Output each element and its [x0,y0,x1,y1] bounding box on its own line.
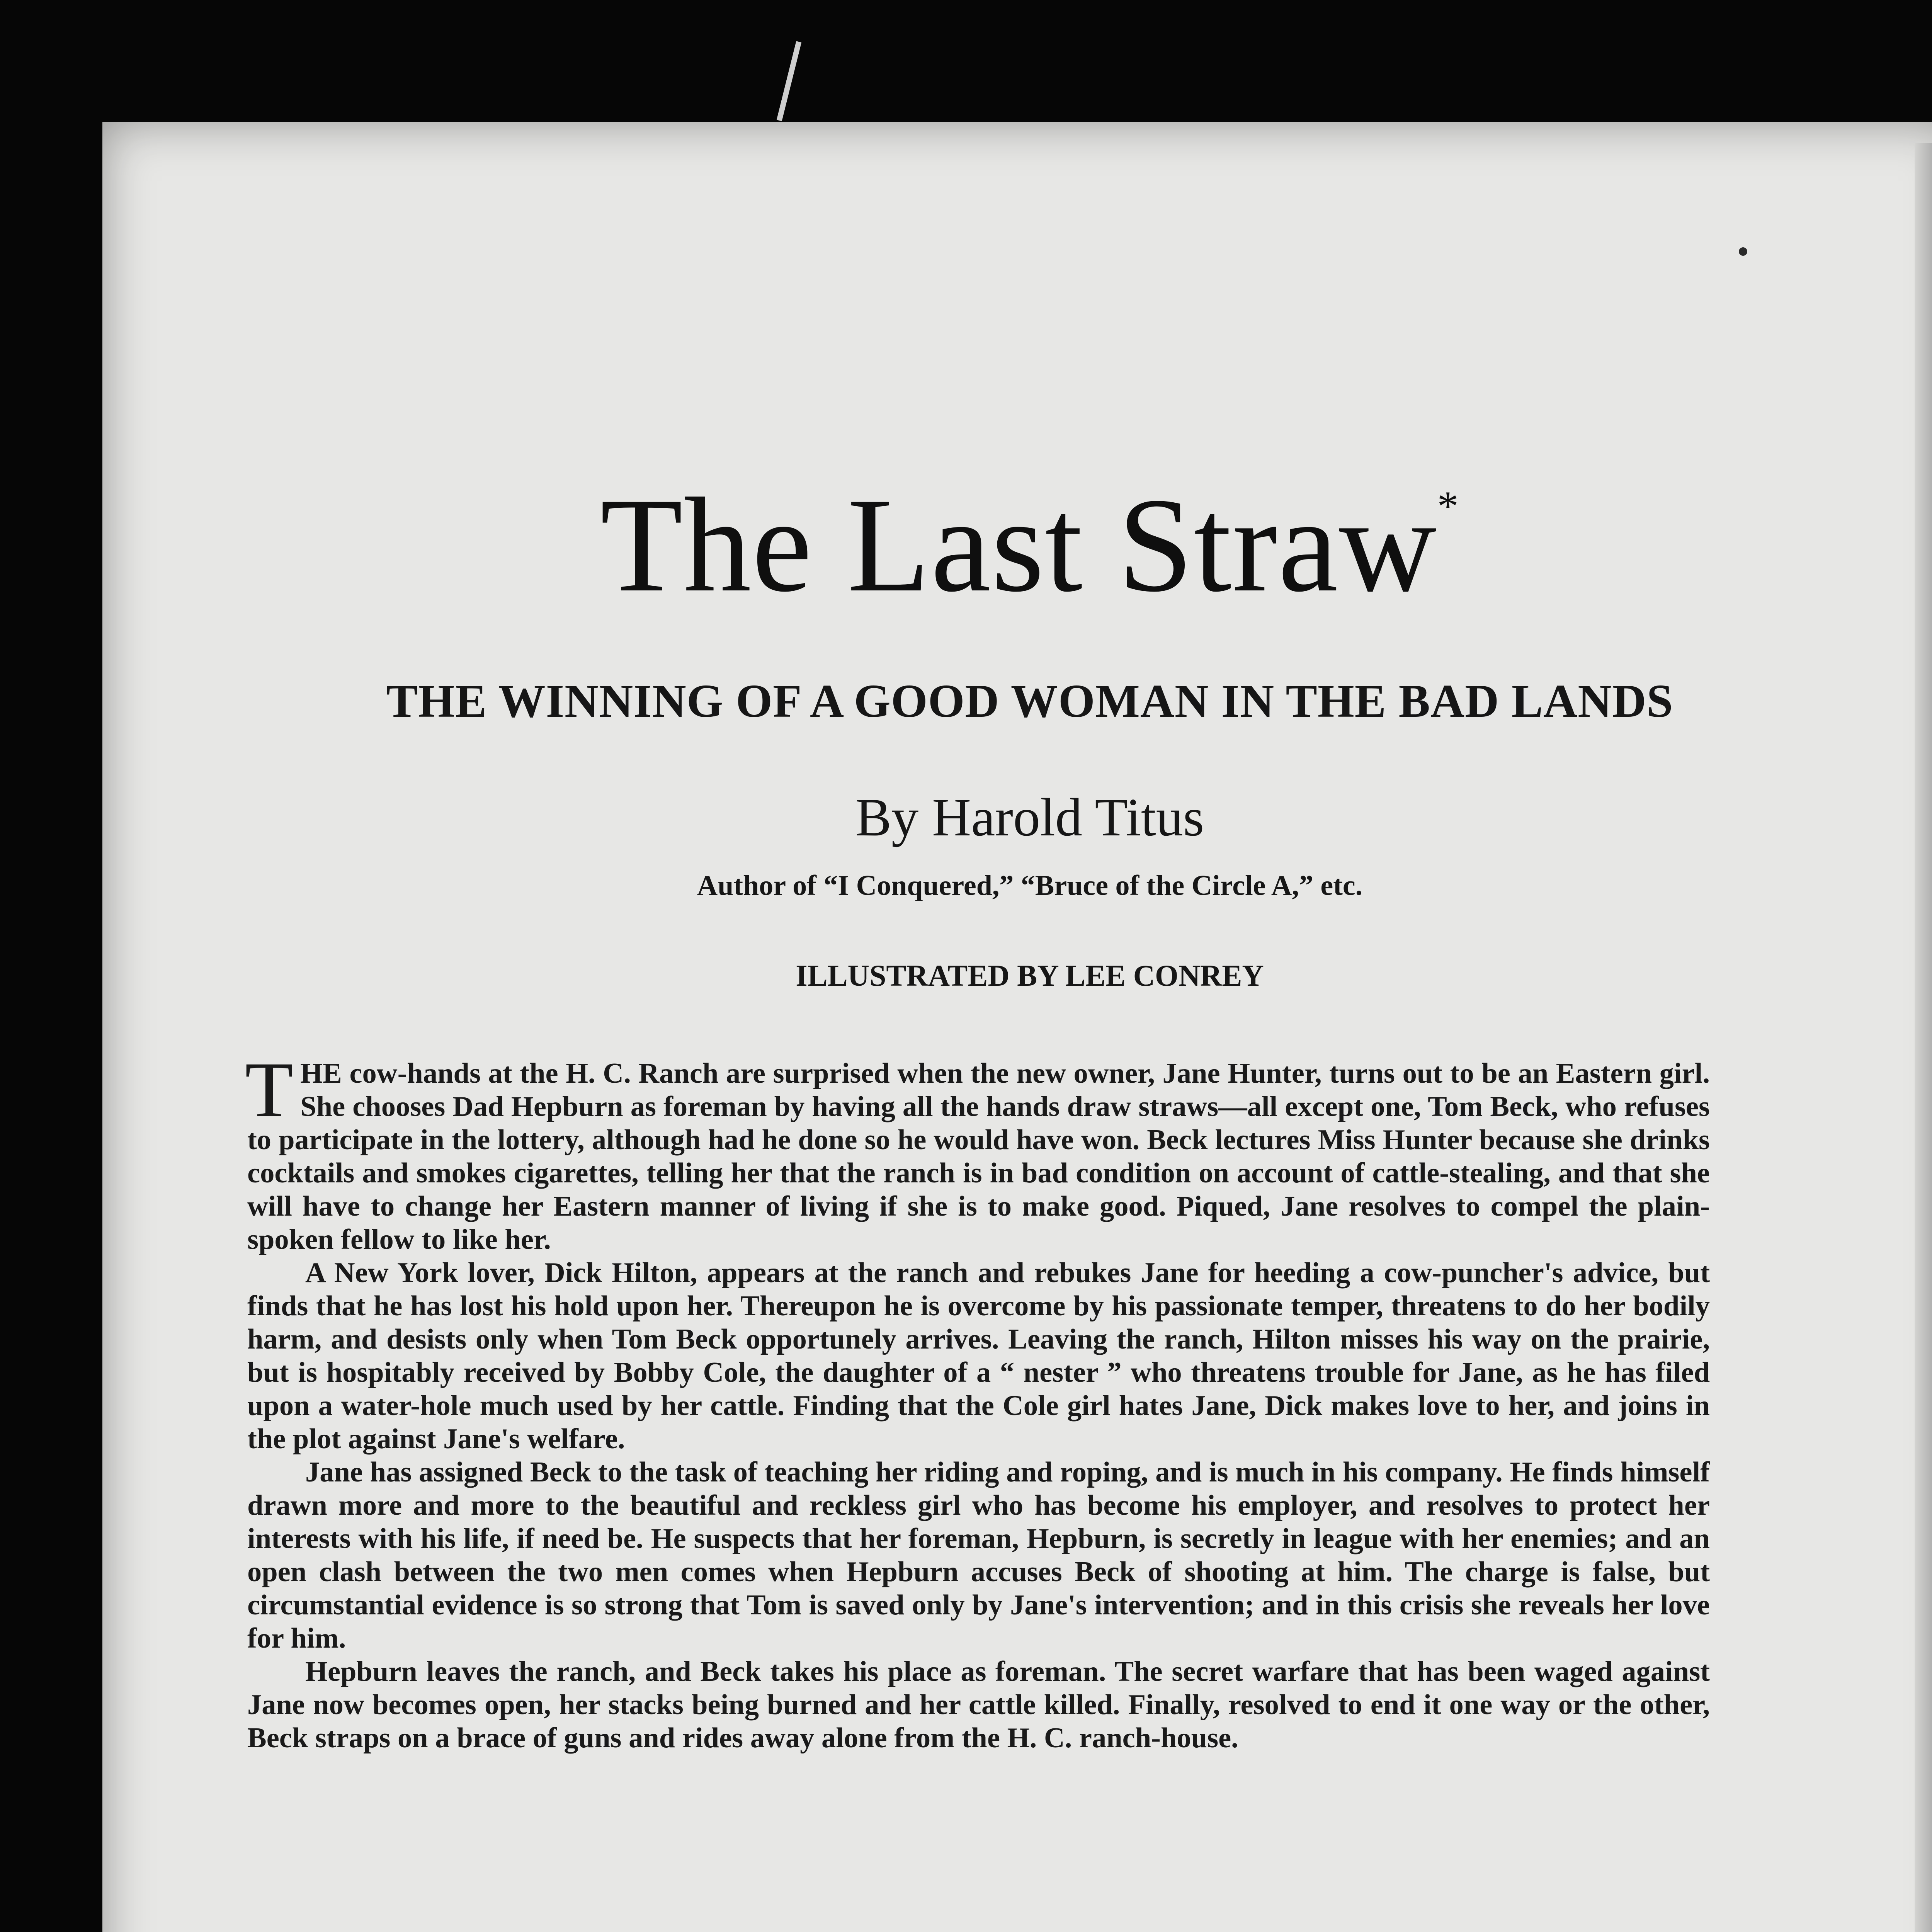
synopsis-drop-cap: T [245,1046,294,1134]
synopsis-paragraph: Jane has assigned Beck to the task of teaching her riding and roping, and is much in his company. He finds himself drawn more and more to the beautiful and reckless girl who has become his employer, and resolves to protect her interests with his life, if need be. He suspects that her foreman, Hepburn, is secretly in league with her enemies; and an open clash between the two men comes when Hepburn accuses Beck of shooting at him. The charge is false, but circumstantial evidence is so strong that Tom is saved only by Jane's intervention; and in this crisis she reveals her love for him. [247,1456,1710,1654]
synopsis [245,1046,1710,1755]
story-title: The Last Straw* [600,470,1459,620]
synopsis-paragraph: Hepburn leaves the ranch, and Beck takes his place as foreman. The secret warfare that has been waged against Jane now becomes open, her stacks being burned and her cattle killed. Finally, resolved to end it one way or the other, Beck straps on a brace of guns and rides away alone from the H. C. ranch-house. [247,1656,1710,1754]
author-credits: Author of “I Conquered,” “Bruce of the Circle A,” etc. [697,870,1363,901]
illustrator-credit: ILLUSTRATED BY LEE CONREY [796,959,1264,992]
page-edge-shadow [1915,143,1932,1932]
synopsis-paragraph: A New York lover, Dick Hilton, appears at the ranch and rebukes Jane for heeding a cow-puncher's advice, but finds that he has lost his hold upon her. Thereupon he is overcome by his passionate temper, threatens to do her bodily harm, and desists only when Tom Beck opportunely arrives. Leaving the ranch, Hilton misses his way on the prairie, but is hospitably received by Bobby Cole, the daughter of a “ nester ” who threatens trouble for Jane, as he has filed upon a water-hole much used by her cattle. Finding that the Cole girl hates Jane, Dick makes love to her, and joins in the plot against Jane's welfare. [247,1257,1710,1455]
byline: By Harold Titus [855,787,1204,847]
synopsis-paragraph: THE cow-hands at the H. C. Ranch are surprised when the new owner, Jane Hunter, turns out to be an Eastern girl. She chooses Dad Hepburn as foreman by having all the hands draw straws—all except one, Tom Beck, who refuses to participate in the lottery, although had he done so he would have won. Beck lectures Miss Hunter because she drinks cocktails and smokes cigarettes, telling her that the ranch is in bad condition on account of cattle-stealing, and that she will have to change her Eastern manner of living if she is to make good. Piqued, Jane resolves to compel the plain-spoken fellow to like her. [245,1046,1710,1255]
dust-speck [1739,247,1747,256]
title-footnote-mark: * [1437,483,1459,530]
story-subtitle: THE WINNING OF A GOOD WOMAN IN THE BAD LANDS [386,675,1673,727]
scan-artifact [777,41,801,121]
